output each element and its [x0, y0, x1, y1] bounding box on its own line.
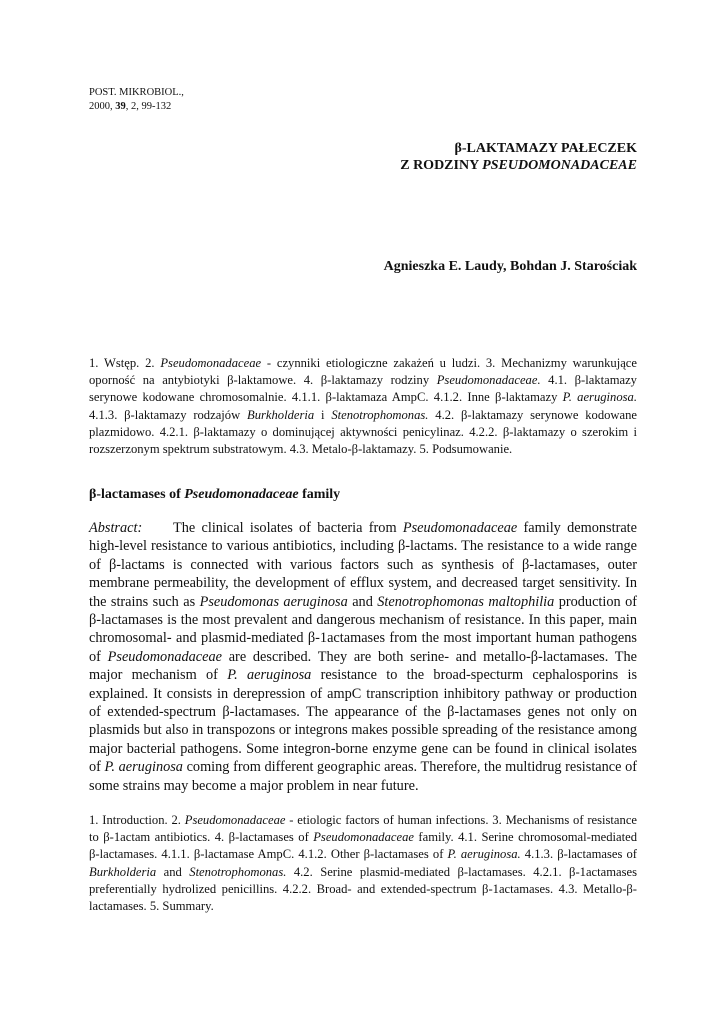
toc-pl-segment: P. aeruginosa. — [562, 390, 637, 405]
table-of-contents-pl — [89, 355, 637, 458]
abstract-label: Abstract: — [89, 520, 143, 536]
abstract-segment: The clinical isolates of bacteria from — [173, 520, 403, 536]
title-line-1: β-LAKTAMAZY PAŁECZEK — [454, 141, 637, 156]
journal-volume: 39 — [115, 101, 126, 112]
english-title-suffix: family — [298, 487, 341, 502]
english-title-family: Pseudomonadaceae — [184, 487, 299, 502]
title-line-2 — [400, 157, 637, 174]
toc-pl-segment: Pseudomonadaceae. — [436, 373, 541, 388]
toc-en-segment: and — [156, 864, 190, 879]
toc-en-segment: Pseudomonadaceae — [313, 830, 414, 845]
toc-en-segment: - etiologic factors of human infections. 3. Mechanisms of resistance to β-1actam antibiotics. 4. β-lactamases of — [89, 813, 637, 845]
journal-issue-pages: , 2, 99-132 — [125, 101, 172, 112]
toc-en-segment: family. 4.1. Serine chromosomal-mediated β-lactamases. 4.1.1. β-lactamase AmpC. 4.1.2. Other β-lactamases of — [89, 830, 637, 862]
journal-volume-line — [89, 100, 184, 114]
toc-pl-segment: 4.1.3. β-laktamazy rodzajów — [89, 407, 247, 422]
toc-pl-segment: i — [314, 407, 332, 422]
abstract-segment: production of β-lactamases is the most prevalent and dangerous mechanism of resistance. In this paper, main chromosomal- and plasmid-mediated β-1actamases from the most important human pathogens of — [89, 593, 637, 665]
abstract-segment: P. aeruginosa — [227, 667, 312, 684]
abstract-segment: are described. They are both serine- and metallo-β-lactamases. The major mechanism of — [89, 648, 637, 684]
abstract-segment: and — [347, 593, 378, 610]
authors: Agnieszka E. Laudy, Bohdan J. Starościak — [383, 259, 637, 274]
toc-pl-segment: 4.1. β-laktamazy serynowe kodowane chromosomalnie. 4.1.1. β-laktamaza AmpC. 4.1.2. Inne β-laktamazy — [89, 373, 637, 405]
journal-name: POST. MIKROBIOL., — [89, 87, 184, 98]
toc-en-segment: 4.1.3. β-lactamases of — [520, 847, 637, 862]
toc-pl-segment: Stenotrophomonas. — [331, 407, 429, 422]
article-title — [400, 140, 637, 174]
abstract-segment: Pseudomonas aeruginosa — [199, 593, 348, 610]
toc-en-segment: 1. Introduction. 2. — [89, 813, 185, 827]
toc-en-segment: 4.2. Serine plasmid-mediated β-lactamases. 4.2.1. β-1actamases preferentially hydrolized penicillins. 4.2.2. Broad- and extended-spectrum β-1actamases. 4.3. Metallo-β-lactamases. 5. Summary. — [89, 864, 637, 914]
journal-citation — [89, 86, 184, 114]
toc-en-segment: P. aeruginosa. — [447, 847, 521, 862]
abstract-segment: coming from different geographic areas. Therefore, the multidrug resistance of some strains may become a major problem in near future. — [89, 759, 638, 794]
abstract-segment: family demonstrate high-level resistance to various antibiotics, including β-lactams. The resistance to a wide range of β-lactams is connected with various factors such as synthesis of β-lactamases, outer membrane permeability, the development of efflux system, and decreased target sensitivity. In the strains such as — [89, 520, 637, 610]
abstract-segment: P. aeruginosa — [104, 759, 183, 776]
toc-pl-segment: Pseudomonadaceae — [160, 356, 262, 370]
abstract-segment: resistance to the broad-specturm cephalosporins is explained. It consists in derepression of ampC transcription inhibitory pathway or production of extended-spectrum β-lactamases. The appearance of the β-lactamases genes not only on plasmids but also in transpozons or integrons makes possible spreading of the resistance among major bacterial pathogens. Some integron-borne enzyme gene can be found in clinical isolates of — [89, 667, 638, 776]
toc-en-segment: Stenotrophomonas. — [189, 864, 287, 879]
toc-en-segment: Pseudomonadaceae — [184, 813, 286, 827]
abstract-body — [89, 520, 637, 794]
journal-year: 2000, — [89, 101, 116, 112]
english-title — [89, 486, 340, 504]
toc-pl-segment: Burkholderia — [247, 407, 315, 422]
abstract-segment: Pseudomonadaceae — [107, 648, 222, 665]
title-family-name: PSEUDOMONADACEAE — [482, 158, 637, 173]
abstract-segment: Pseudomonadaceae — [402, 520, 518, 536]
abstract — [89, 519, 637, 795]
toc-en-segment: Burkholderia — [89, 864, 157, 879]
toc-pl-segment: 4.2. β-laktamazy serynowe kodowane plazmidowo. 4.2.1. β-laktamazy o dominującej aktywności penicylinaz. 4.2.2. β-laktamazy o szerokim i rozszerzonym spektrum substratowym. 4.3. Metalo-β-laktamazy. 5. Podsumowanie. — [89, 407, 637, 457]
toc-pl-segment: 1. Wstęp. 2. — [89, 356, 161, 370]
english-title-prefix: β-lactamases of — [89, 487, 185, 502]
abstract-segment: Stenotrophomonas maltophilia — [377, 593, 555, 610]
table-of-contents-en — [89, 812, 637, 915]
toc-pl-segment: - czynniki etiologiczne zakażeń u ludzi. 3. Mechanizmy warunkujące oporność na antybiotyki β-laktamowe. 4. β-laktamazy rodziny — [89, 356, 637, 388]
title-line-2-prefix: Z RODZINY — [400, 158, 483, 173]
